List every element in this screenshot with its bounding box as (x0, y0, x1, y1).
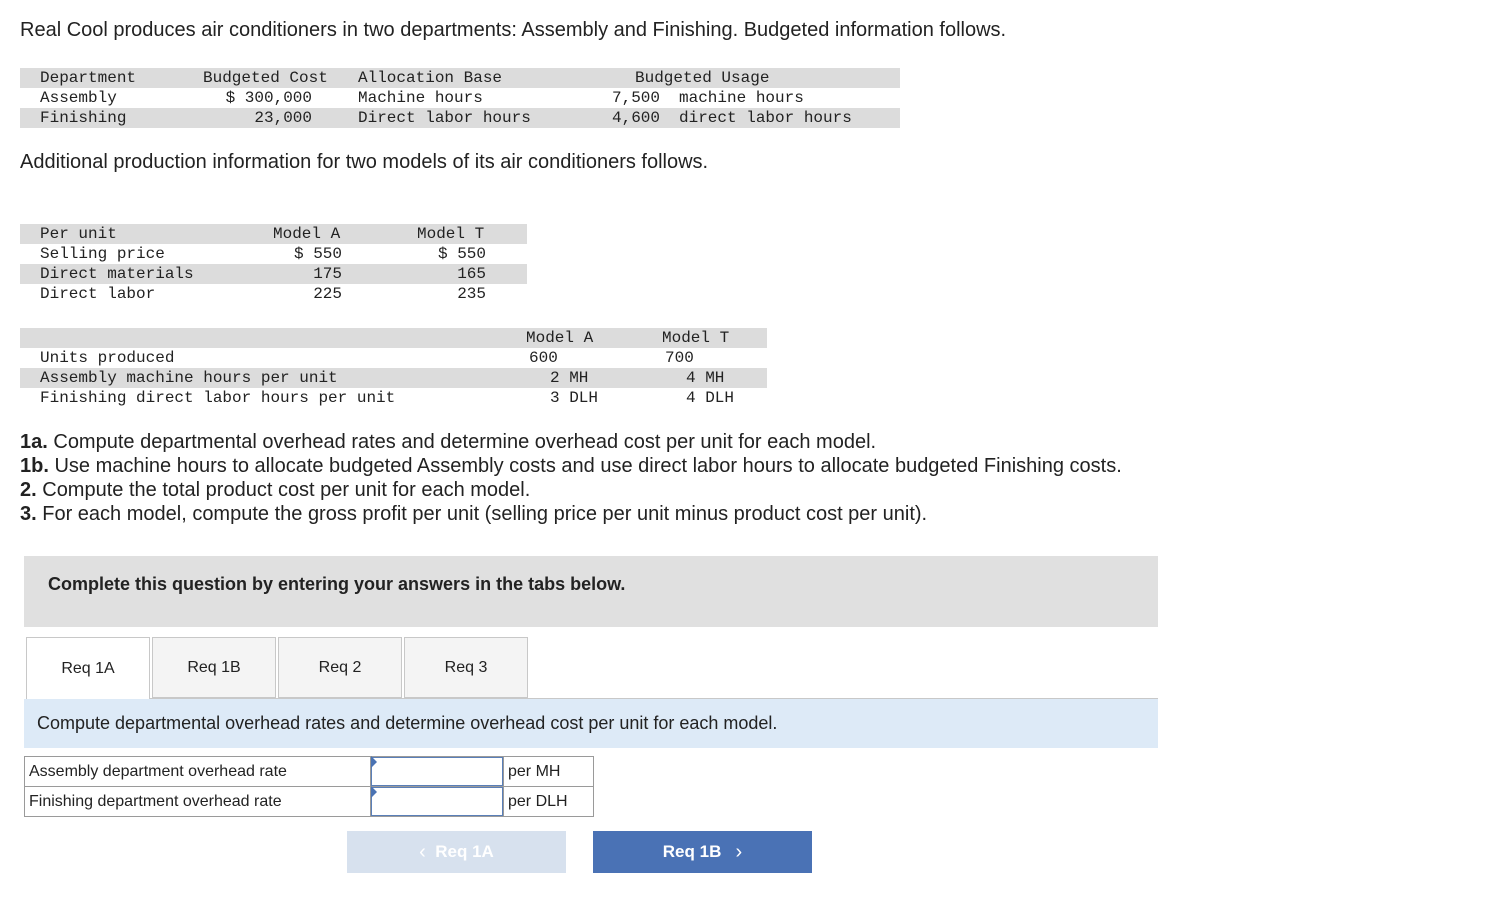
dept-name: Finishing (40, 109, 127, 127)
unit-row-model-a: 175 (313, 265, 342, 283)
requirement-number: 3. (20, 503, 37, 525)
intro-text: Real Cool produces air conditioners in two departments: Assembly and Finishing. Budgeted information follows. (20, 19, 1007, 41)
prod-row-model-t: 700 (665, 349, 694, 367)
input-marker-icon (371, 756, 377, 768)
next-button[interactable] (593, 831, 812, 873)
prod-row-model-t: 4 DLH (686, 389, 735, 407)
dept-header-department: Department (40, 69, 137, 87)
unit-row (20, 284, 527, 304)
prod-row (20, 368, 767, 388)
requirements-list (20, 430, 1122, 526)
unit-row-label: Selling price (40, 245, 165, 263)
input-marker-icon (371, 786, 377, 798)
prod-row-label: Finishing direct labor hours per unit (40, 389, 396, 407)
prev-button-label: Req 1A (435, 842, 494, 861)
dept-header-cost: Budgeted Cost (203, 69, 328, 87)
requirement-item (20, 454, 1122, 478)
unit-row-label: Direct materials (40, 265, 194, 283)
answer-label: Finishing department overhead rate (25, 787, 371, 817)
unit-row-model-t: $ 550 (437, 245, 486, 263)
dept-base: Machine hours (358, 89, 483, 107)
finishing-rate-input[interactable] (371, 787, 503, 816)
dept-header-usage: Budgeted Usage (635, 69, 770, 87)
prod-row-label: Units produced (40, 349, 175, 367)
unit-row-label: Direct labor (40, 285, 156, 303)
requirement-text: Compute departmental overhead rates and determine overhead cost per unit for each model. (47, 431, 877, 453)
unit-header-model-t: Model T (417, 225, 485, 243)
next-button-label: Req 1B (662, 842, 722, 861)
prev-button[interactable] (347, 831, 566, 873)
dept-cost: 23,000 (254, 109, 312, 127)
tab-instruction (24, 699, 1158, 748)
prod-header-model-t: Model T (662, 329, 730, 347)
tab-req-1b[interactable]: Req 1B (152, 637, 276, 698)
dept-row-finishing (20, 108, 900, 128)
prod-row-label: Assembly machine hours per unit (40, 369, 338, 387)
dept-base: Direct labor hours (358, 109, 531, 127)
requirement-text: For each model, compute the gross profit per unit (selling price per unit minus product cost per unit). (36, 503, 928, 525)
chevron-left-icon: ‹ (419, 840, 426, 863)
requirement-item (20, 478, 1122, 502)
dept-cost: $ 300,000 (225, 89, 312, 107)
tab-req-3[interactable]: Req 3 (404, 637, 528, 698)
dept-header-base: Allocation Base (358, 69, 503, 87)
dept-name: Assembly (40, 89, 117, 107)
unit-row-model-a: $ 550 (293, 245, 342, 263)
answer-row-finishing (25, 787, 594, 817)
dept-usage-unit: machine hours (679, 89, 804, 107)
dept-usage-number: 4,600 (611, 109, 660, 127)
unit-row (20, 264, 527, 284)
unit-row-model-t: 235 (457, 285, 486, 303)
complete-message: Complete this question by entering your answers in the tabs below. (48, 574, 626, 594)
prod-row (20, 388, 767, 408)
answer-row-assembly (25, 757, 594, 787)
assembly-rate-input[interactable] (371, 757, 503, 786)
answer-label: Assembly department overhead rate (25, 757, 371, 787)
unit-row-model-a: 225 (313, 285, 342, 303)
answer-unit: per MH (504, 757, 594, 787)
requirement-item (20, 430, 1122, 454)
tab-req-2[interactable]: Req 2 (278, 637, 402, 698)
dept-row-assembly (20, 88, 900, 108)
unit-header-model-a: Model A (273, 225, 341, 243)
requirement-number: 2. (20, 479, 37, 501)
tab-req-1a[interactable]: Req 1A (26, 637, 150, 700)
prod-row-model-a: 2 MH (550, 369, 589, 387)
prod-header-row (20, 328, 767, 348)
requirement-text: Use machine hours to allocate budgeted Assembly costs and use direct labor hours to allocate budgeted Finishing costs. (48, 455, 1122, 477)
answer-unit: per DLH (504, 787, 594, 817)
dept-usage-number: 7,500 (611, 89, 660, 107)
instructions-banner (24, 556, 1158, 627)
requirement-text: Compute the total product cost per unit for each model. (36, 479, 531, 501)
chevron-right-icon: › (735, 840, 743, 863)
prod-row-model-a: 600 (529, 349, 558, 367)
dept-usage-unit: direct labor hours (679, 109, 852, 127)
answer-table (24, 756, 594, 817)
requirement-number: 1b. (20, 455, 49, 477)
dept-header-row (20, 68, 900, 88)
unit-row-model-t: 165 (457, 265, 486, 283)
prod-header-model-a: Model A (526, 329, 594, 347)
instruction-text: Compute departmental overhead rates and determine overhead cost per unit for each model. (37, 713, 778, 733)
additional-text: Additional production information for two models of its air conditioners follows. (20, 151, 709, 173)
prod-row-model-t: 4 MH (686, 369, 725, 387)
prod-row (20, 348, 767, 368)
answer-cell (371, 757, 504, 787)
requirement-number: 1a. (20, 431, 48, 453)
requirement-item (20, 502, 1122, 526)
answer-cell (371, 787, 504, 817)
unit-header-row (20, 224, 527, 244)
unit-header-label: Per unit (40, 225, 117, 243)
unit-row (20, 244, 527, 264)
prod-row-model-a: 3 DLH (550, 389, 599, 407)
